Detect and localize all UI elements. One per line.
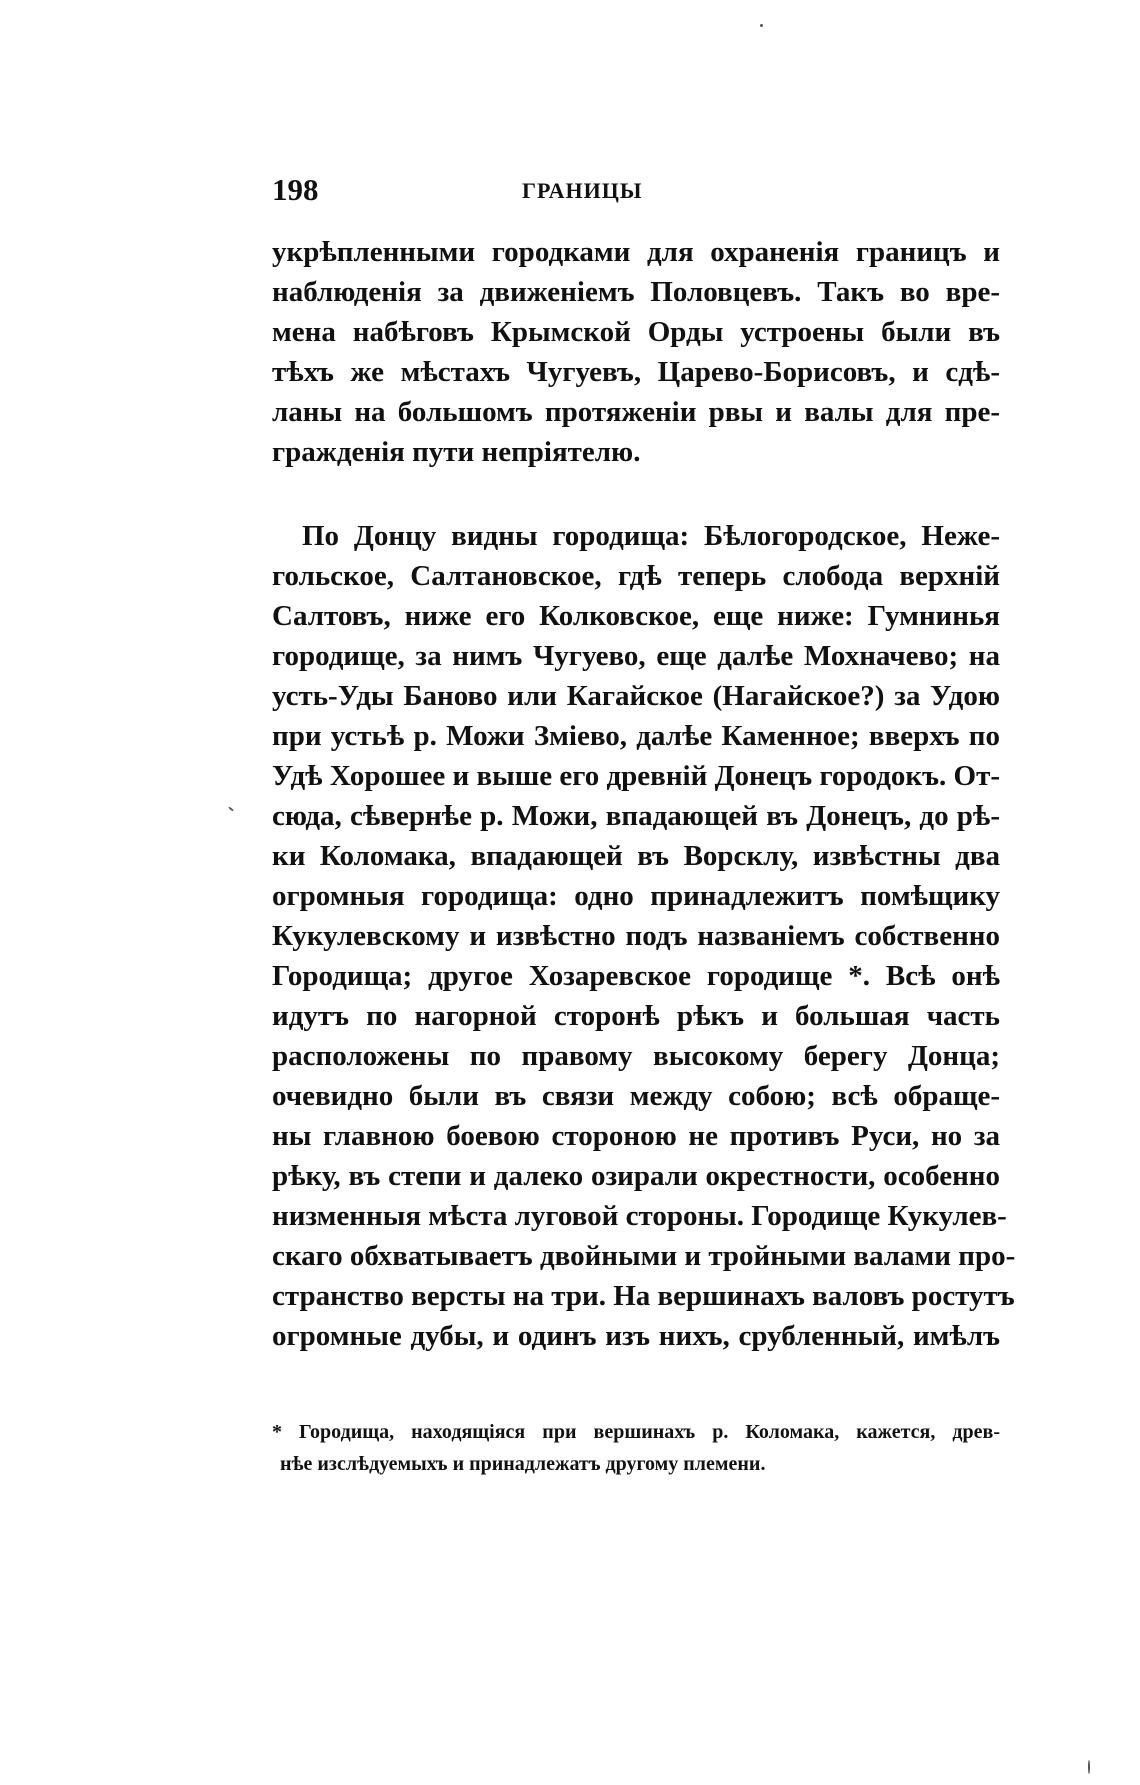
text-line: гражденія пути непріятелю.	[272, 436, 641, 468]
footnote	[272, 1416, 1000, 1480]
text-line: при устьѣ р. Можи Зміево, далѣе Каменное; вверхъ по	[272, 720, 1000, 752]
running-head: ГРАНИЦЫ	[522, 178, 643, 203]
text-line: Городища; другое Хозаревское городище *. Всѣ онѣ	[272, 960, 1000, 992]
page-header	[272, 172, 1002, 212]
text-line: расположены по правому высокому берегу Донца;	[272, 1040, 1000, 1072]
page-number: 198	[272, 172, 319, 207]
text-line: укрѣпленными городками для охраненія границъ и	[272, 236, 1000, 268]
paragraph-2	[272, 516, 1016, 1356]
text-line: ки Коломака, впадающей въ Ворсклу, извѣстны два	[272, 840, 1000, 872]
text-line: Кукулевскому и извѣстно подъ названіемъ собственно	[272, 920, 1000, 952]
text-line: странство версты на три. На вершинахъ валовъ ростутъ	[272, 1280, 1015, 1312]
text-line: Удѣ Хорошее и выше его древній Донецъ городокъ. От-	[272, 760, 1000, 792]
text-line: скаго обхватываетъ двойными и тройными валами про-	[272, 1240, 1016, 1272]
paragraph-1	[272, 232, 1000, 472]
text-line: гольское, Салтановское, гдѣ теперь слобода верхній	[272, 560, 1000, 592]
text-line: низменныя мѣста луговой стороны. Городище Кукулев-	[272, 1200, 1007, 1232]
footnote-line: нѣе изслѣдуемыхъ и принадлежатъ другому племени.	[280, 1453, 766, 1475]
scan-speck	[1088, 1760, 1090, 1774]
text-line: огромныя городища: одно принадлежитъ помѣщику	[272, 880, 1000, 912]
text-line: Салтовъ, ниже его Колковское, еще ниже: Гумнинья	[272, 600, 1000, 632]
text-line: наблюденія за движеніемъ Половцевъ. Такъ во вре-	[272, 276, 1000, 308]
text-line: ланы на большомъ протяженіи рвы и валы для пре-	[272, 396, 1000, 428]
text-line: рѣку, въ степи и далеко озирали окрестности, особенно	[272, 1160, 1000, 1192]
text-line: По Донцу видны городища: Бѣлогородское, Неже-	[302, 520, 1000, 552]
text-line: мена набѣговъ Крымской Орды устроены были въ	[272, 316, 1000, 348]
scan-speck	[228, 806, 234, 811]
text-line: ны главною боевою стороною не противъ Руси, но за	[272, 1120, 1000, 1152]
text-line: огромные дубы, и одинъ изъ нихъ, срубленный, имѣлъ	[272, 1320, 1000, 1352]
text-line: сюда, сѣвернѣе р. Можи, впадающей въ Донецъ, до рѣ-	[272, 800, 1000, 832]
text-line: городище, за нимъ Чугуево, еще далѣе Мохначево; на	[272, 640, 1000, 672]
scan-speck	[760, 24, 763, 27]
text-line: тѣхъ же мѣстахъ Чугуевъ, Царево-Борисовъ, и сдѣ-	[272, 356, 1000, 388]
text-line: усть-Уды Баново или Кагайское (Нагайское?) за Удою	[272, 680, 1000, 712]
footnote-line: * Городища, находящіяся при вершинахъ р. Коломака, кажется, древ-	[272, 1421, 1000, 1443]
text-line: очевидно были въ связи между собою; всѣ обраще-	[272, 1080, 1000, 1112]
text-line: идутъ по нагорной сторонѣ рѣкъ и большая часть	[272, 1000, 1000, 1032]
